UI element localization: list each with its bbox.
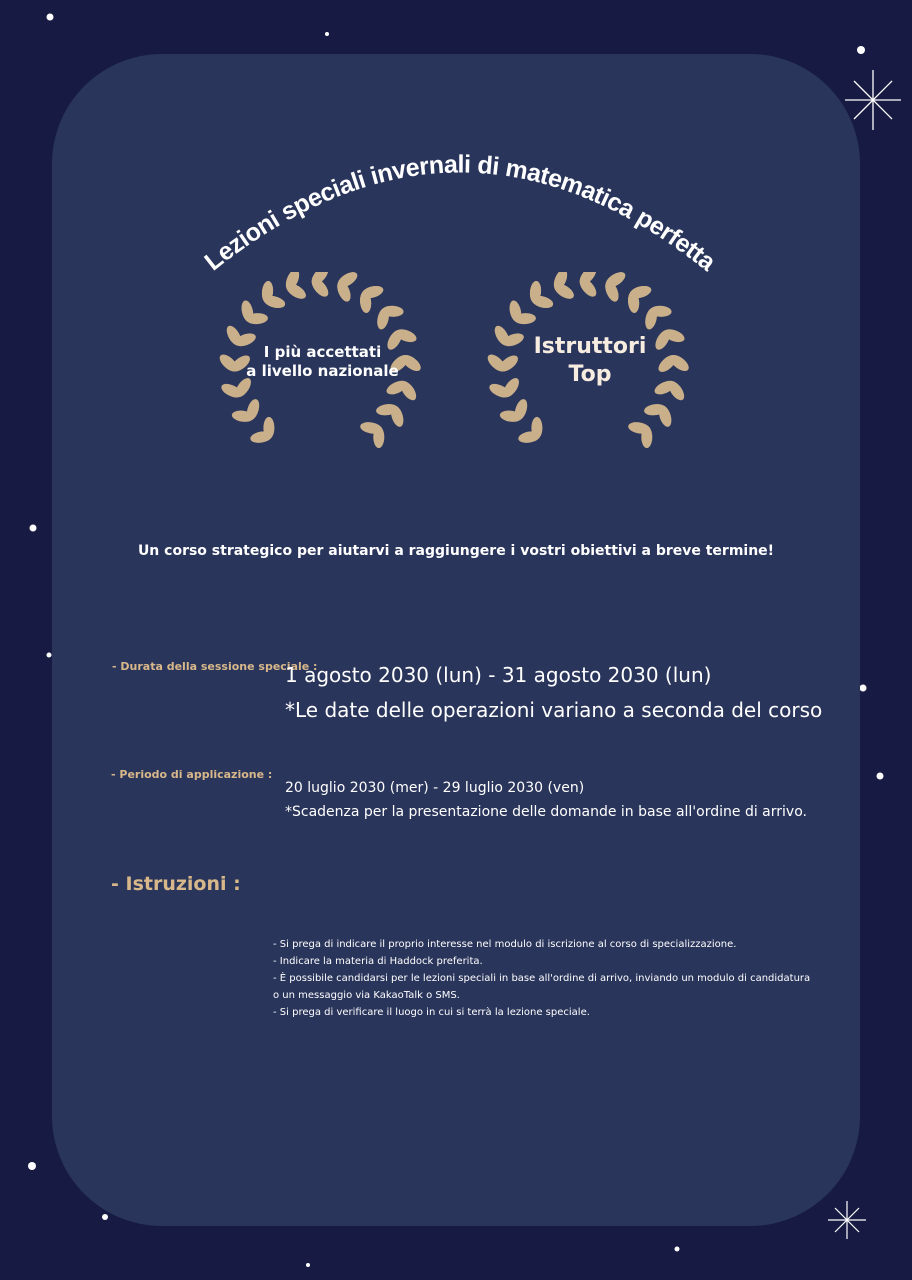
badge-line: a livello nazionale [246, 362, 399, 380]
svg-text:Lezioni speciali invernali di [199, 150, 721, 277]
instruction-line: - Si prega di verificare il luogo in cui si terrà la lezione speciale. [273, 1007, 590, 1018]
instructions-heading: - Istruzioni : [111, 873, 241, 895]
tagline: Un corso strategico per aiutarvi a raggiungere i vostri obiettivi a breve termine! [137, 543, 775, 559]
duration-label: - Durata della sessione speciale : [112, 660, 318, 673]
star-dot [325, 32, 329, 36]
application-label: - Periodo di applicazione : [111, 768, 273, 781]
duration-value [285, 658, 822, 728]
badge-line: Istruttori [533, 334, 647, 359]
badge-top-instructors [500, 333, 680, 389]
page-title: Lezioni speciali invernali di matematica perfetta [199, 150, 721, 277]
instructions-list [273, 936, 833, 1021]
duration-note: *Le date delle operazioni variano a seconda del corso [285, 698, 823, 722]
instruction-line: o un messaggio via KakaoTalk o SMS. [273, 990, 460, 1001]
application-dates: 20 luglio 2030 (mer) - 29 luglio 2030 (ven) [285, 780, 585, 796]
star-dot [306, 1263, 310, 1267]
star-dot [857, 46, 865, 54]
instruction-line: - Si prega di indicare il proprio interesse nel modulo di iscrizione al corso di specializzazione. [273, 939, 737, 950]
laurel-leaf [373, 426, 384, 448]
application-value [285, 776, 807, 824]
laurel-leaf [641, 426, 652, 448]
badge-line: I più accettati [263, 343, 382, 361]
sparkle-icon [828, 1201, 866, 1239]
star-dot [860, 685, 867, 692]
star-dot [30, 525, 37, 532]
sparkle-icon [845, 70, 901, 130]
star-dot [877, 773, 884, 780]
star-dot [47, 14, 54, 21]
star-dot [102, 1214, 108, 1220]
star-dot [47, 653, 52, 658]
instruction-line: - È possibile candidarsi per le lezioni speciali in base all'ordine di arrivo, inviando un modulo di candidatura [273, 973, 811, 984]
star-dot [675, 1247, 680, 1252]
instruction-line: - Indicare la materia di Haddock preferita. [273, 956, 483, 967]
badge-nationally-accepted [235, 343, 410, 381]
star-dot [28, 1162, 36, 1170]
duration-dates: 1 agosto 2030 (lun) - 31 agosto 2030 (lun) [285, 663, 712, 687]
application-note: *Scadenza per la presentazione delle domande in base all'ordine di arrivo. [285, 804, 807, 820]
curved-title [180, 120, 740, 290]
badge-line: Top [568, 362, 612, 387]
